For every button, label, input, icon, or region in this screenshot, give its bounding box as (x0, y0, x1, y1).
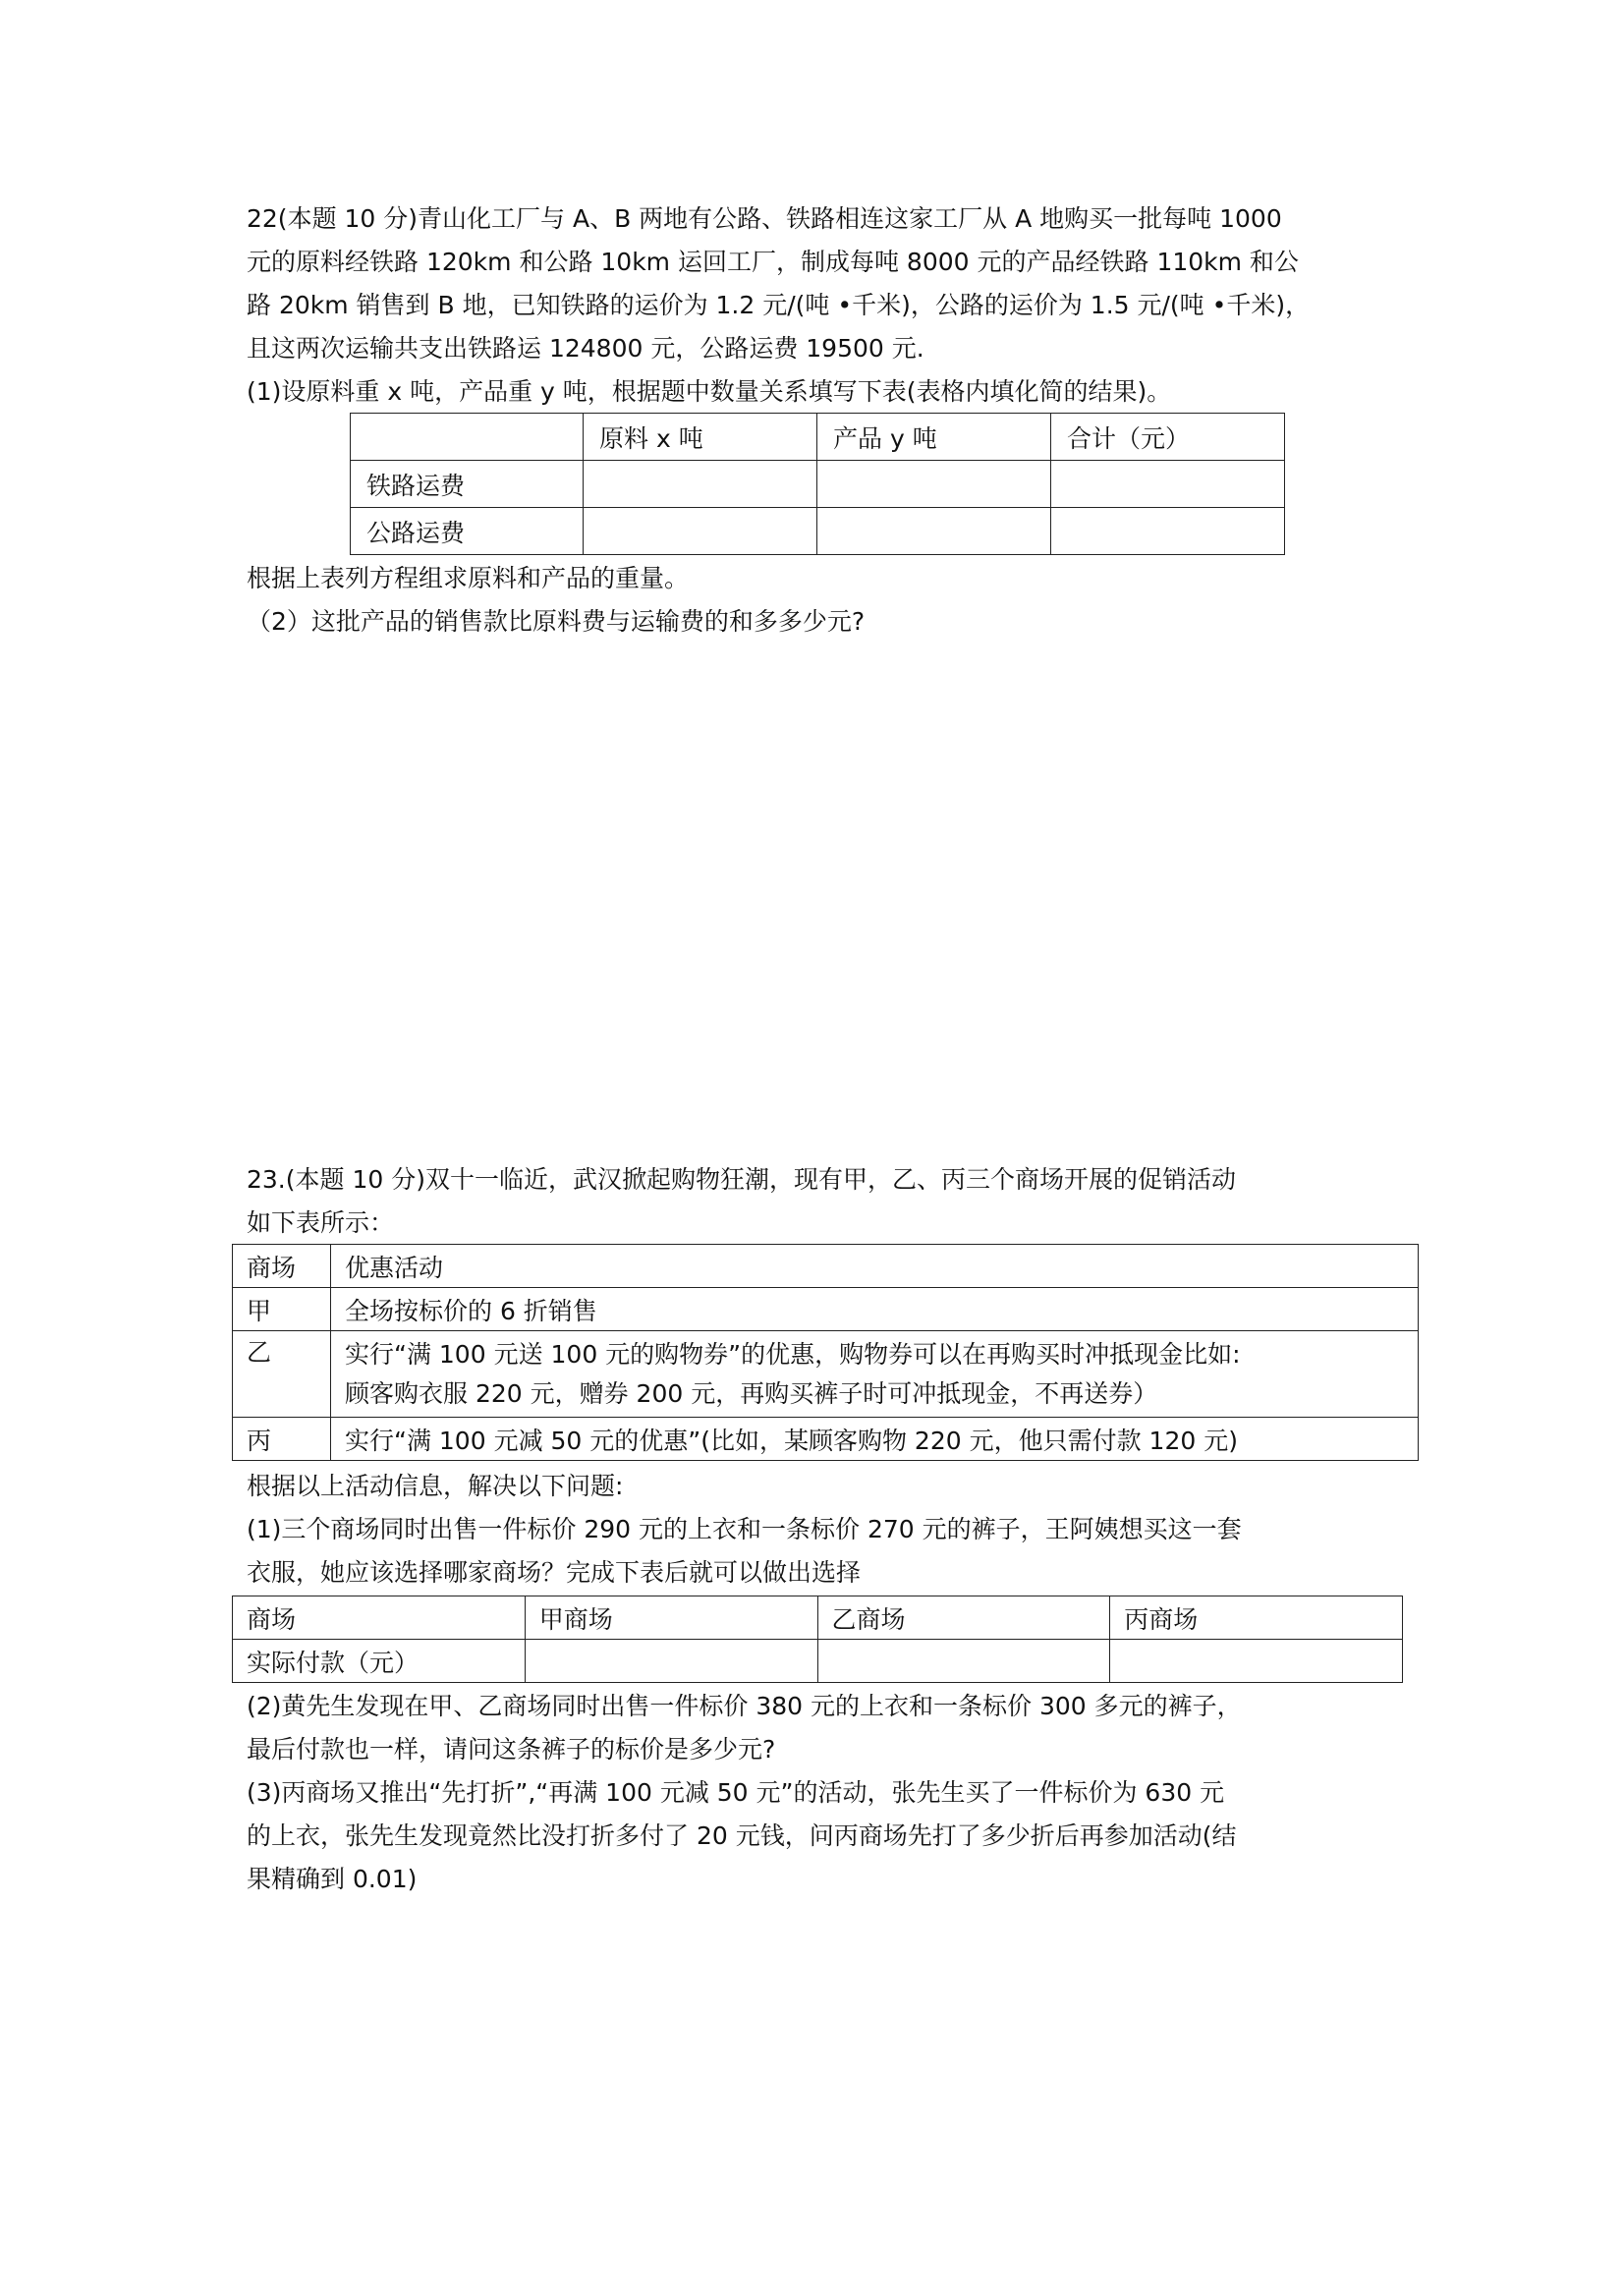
q23-payment-table (232, 1596, 1403, 1683)
table-row-label: 实际付款（元） (233, 1640, 526, 1683)
table-cell (817, 461, 1051, 508)
q23-part-1-line-2: 衣服，她应该选择哪家商场？完成下表后就可以做出选择 (247, 1558, 862, 1587)
table-row-label: 甲 (233, 1288, 331, 1331)
table-row-label: 乙 (233, 1331, 331, 1418)
table-cell-line: 实行“满 100 元送 100 元的购物券”的优惠，购物券可以在再购买时冲抵现金比如: (345, 1339, 1241, 1369)
table-header-row (233, 1596, 1403, 1640)
table-row (351, 508, 1285, 555)
table-row-label: 铁路运费 (351, 461, 584, 508)
table-cell (817, 508, 1051, 555)
table-header-cell: 甲商场 (525, 1596, 817, 1640)
table-header-row (351, 414, 1285, 461)
q23-intro: 根据以上活动信息，解决以下问题: (247, 1472, 624, 1500)
table-cell (584, 461, 817, 508)
q22-line-3: 路 20km 销售到 B 地，已知铁路的运价为 1.2 元/(吨 •千米)，公路的运价为 1.5 元/(吨 •千米)， (247, 291, 1311, 319)
table-header-cell: 合计（元） (1051, 414, 1285, 461)
table-cell: 实行“满 100 元减 50 元的优惠”(比如，某顾客购物 220 元，他只需付款 120 元) (331, 1418, 1419, 1461)
table-row (233, 1640, 1403, 1683)
table-header-cell: 原料 x 吨 (584, 414, 817, 461)
table-row-label: 丙 (233, 1418, 331, 1461)
table-cell (525, 1640, 817, 1683)
table-row (351, 461, 1285, 508)
table-cell (331, 1331, 1419, 1418)
table-cell (1051, 461, 1285, 508)
table-header-cell: 产品 y 吨 (817, 414, 1051, 461)
table-header-cell: 丙商场 (1110, 1596, 1403, 1640)
q22-part-2: （2）这批产品的销售款比原料费与运输费的和多多少元? (247, 607, 866, 636)
q23-part-2-line-2: 最后付款也一样，请问这条裤子的标价是多少元? (247, 1735, 776, 1764)
table-cell (1110, 1640, 1403, 1683)
table-row (233, 1288, 1419, 1331)
table-header-cell: 乙商场 (817, 1596, 1110, 1640)
table-header-cell: 优惠活动 (331, 1245, 1419, 1288)
table-row (233, 1418, 1419, 1461)
q23-part-1-line-1: (1)三个商场同时出售一件标价 290 元的上衣和一条标价 270 元的裤子，王阿姨想买这一套 (247, 1515, 1242, 1543)
q22-after-table: 根据上表列方程组求原料和产品的重量。 (247, 564, 690, 592)
q22-line-4: 且这两次运输共支出铁路运 124800 元，公路运费 19500 元. (247, 334, 924, 363)
table-cell (1051, 508, 1285, 555)
table-header-cell: 商场 (233, 1596, 526, 1640)
table-header-cell: 商场 (233, 1245, 331, 1288)
q23-part-2-line-1: (2)黄先生发现在甲、乙商场同时出售一件标价 380 元的上衣和一条标价 300 多元的裤子， (247, 1692, 1242, 1720)
q22-line-2: 元的原料经铁路 120km 和公路 10km 运回工厂，制成每吨 8000 元的产品经铁路 110km 和公 (247, 248, 1299, 276)
q23-part-3-line-2: 的上衣，张先生发现竟然比没打折多付了 20 元钱，问丙商场先打了多少折后再参加活动(结 (247, 1821, 1237, 1850)
q22-line-1: 22(本题 10 分)青山化工厂与 A、B 两地有公路、铁路相连这家工厂从 A 地购买一批每吨 1000 (247, 204, 1282, 233)
q22-part-1: (1)设原料重 x 吨，产品重 y 吨，根据题中数量关系填写下表(表格内填化简的结果)。 (247, 377, 1172, 406)
q23-part-3-line-1: (3)丙商场又推出“先打折”,“再满 100 元减 50 元”的活动，张先生买了一件标价为 630 元 (247, 1778, 1225, 1807)
table-header-row (233, 1245, 1419, 1288)
q23-part-3-line-3: 果精确到 0.01) (247, 1865, 418, 1893)
table-cell-line: 顾客购衣服 220 元，赠券 200 元，再购买裤子时可冲抵现金，不再送券） (345, 1378, 1158, 1408)
table-row-label: 公路运费 (351, 508, 584, 555)
table-cell: 全场按标价的 6 折销售 (331, 1288, 1419, 1331)
table-cell (584, 508, 817, 555)
table-row (233, 1331, 1419, 1418)
q23-promotion-table (232, 1244, 1419, 1461)
table-cell (351, 414, 584, 461)
table-cell (817, 1640, 1110, 1683)
q23-line-2: 如下表所示： (247, 1208, 395, 1237)
q23-line-1: 23.(本题 10 分)双十一临近，武汉掀起购物狂潮，现有甲，乙、丙三个商场开展的促销活动 (247, 1165, 1236, 1194)
q22-freight-table (350, 413, 1285, 555)
